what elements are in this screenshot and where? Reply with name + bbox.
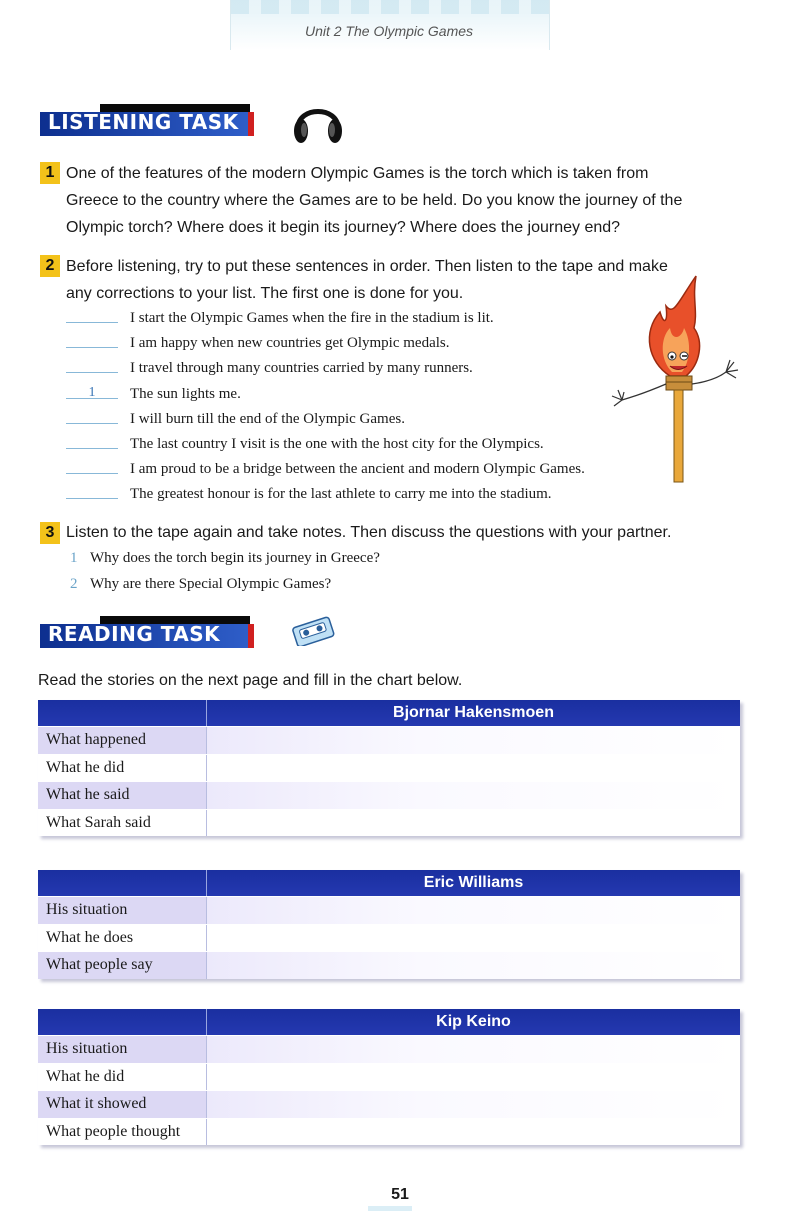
order-item-text: I am proud to be a bridge between the ancient and modern Olympic Games. — [130, 461, 585, 477]
chart-answer-cell[interactable] — [207, 1036, 740, 1063]
q2-line: any corrections to your list. The first one is done for you. — [66, 285, 464, 302]
chart-header — [38, 700, 740, 726]
chart-answer-cell[interactable] — [207, 925, 740, 952]
torch-character-illustration — [608, 272, 742, 484]
listening-task-banner — [40, 104, 250, 136]
page-number: 51 — [391, 1186, 409, 1203]
order-item — [66, 482, 686, 507]
chart-row — [38, 754, 740, 782]
order-item-text: The sun lights me. — [130, 386, 241, 402]
chart-row — [38, 896, 740, 924]
discussion-question-number: 2 — [70, 576, 78, 592]
reading-task-banner — [40, 616, 250, 648]
chart-answer-cell[interactable] — [207, 952, 740, 979]
order-item — [66, 457, 686, 482]
chart-row — [38, 1035, 740, 1063]
reading-task-title: READING TASK — [48, 622, 221, 646]
chart-kip-keino — [38, 1009, 740, 1145]
chart-header-spacer — [38, 700, 207, 726]
banner-accent — [248, 112, 254, 136]
order-item-text: I will burn till the end of the Olympic Games. — [130, 411, 405, 427]
question-2-text — [66, 253, 668, 307]
chart-header — [38, 870, 740, 896]
order-blank[interactable] — [66, 473, 118, 474]
chart-row-label: What he said — [38, 782, 207, 809]
chart-eric-williams — [38, 870, 740, 979]
unit-title: Unit 2 The Olympic Games — [304, 23, 474, 39]
discussion-question-number: 1 — [70, 550, 78, 566]
question-1-text — [66, 160, 682, 241]
listening-task-title: LISTENING TASK — [48, 110, 239, 134]
chart-row — [38, 726, 740, 754]
chart-row — [38, 809, 740, 837]
banner-accent — [248, 624, 254, 648]
chart-answer-cell[interactable] — [207, 1064, 740, 1091]
order-blank[interactable] — [66, 322, 118, 323]
chart-row-label: What it showed — [38, 1091, 207, 1118]
order-item-text: The last country I visit is the one with the host city for the Olympics. — [130, 436, 544, 452]
chart-answer-cell[interactable] — [207, 810, 740, 837]
discussion-question-text: Why are there Special Olympic Games? — [90, 576, 332, 592]
chart-row-label: His situation — [38, 897, 207, 924]
question-number-2: 2 — [40, 255, 60, 277]
chart-row-label: His situation — [38, 1036, 207, 1063]
question-3-text: Listen to the tape again and take notes. Then discuss the questions with your partner. — [66, 524, 672, 541]
chart-answer-cell[interactable] — [207, 727, 740, 754]
chart-row — [38, 1090, 740, 1118]
question-number-1: 1 — [40, 162, 60, 184]
chart-person-name: Eric Williams — [423, 874, 524, 891]
chart-row — [38, 924, 740, 952]
chart-row-label: What he did — [38, 1064, 207, 1091]
cassette-icon — [290, 616, 336, 646]
q1-line: Greece to the country where the Games are to be held. Do you know the journey of the — [66, 192, 683, 209]
chart-answer-cell[interactable] — [207, 755, 740, 782]
order-item — [66, 382, 686, 407]
discussion-question-text: Why does the torch begin its journey in Greece? — [90, 550, 380, 566]
header-waves — [231, 0, 549, 14]
order-item — [66, 432, 686, 457]
chart-person-name: Bjornar Hakensmoen — [393, 704, 554, 721]
order-item-text: I travel through many countries carried by many runners. — [130, 360, 473, 376]
chart-row — [38, 781, 740, 809]
chart-answer-cell[interactable] — [207, 1091, 740, 1118]
chart-row — [38, 1063, 740, 1091]
page-number-underline — [368, 1206, 412, 1211]
order-blank-value: 1 — [88, 385, 96, 400]
chart-row-label: What he does — [38, 925, 207, 952]
chart-answer-cell[interactable] — [207, 782, 740, 809]
question-number-3: 3 — [40, 522, 60, 544]
chart-row — [38, 1118, 740, 1146]
headphones-icon — [290, 98, 346, 148]
discussion-question — [70, 572, 331, 597]
order-blank[interactable] — [66, 372, 118, 373]
chart-header — [38, 1009, 740, 1035]
discussion-question — [70, 546, 380, 571]
chart-row-label: What happened — [38, 727, 207, 754]
order-item — [66, 407, 686, 432]
chart-header-spacer — [38, 1009, 207, 1035]
chart-row-label: What Sarah said — [38, 810, 207, 837]
chart-header-spacer — [38, 870, 207, 896]
chart-row-label: What people say — [38, 952, 207, 979]
q1-line: One of the features of the modern Olympic Games is the torch which is taken from — [66, 165, 649, 182]
chart-row-label: What people thought — [38, 1119, 207, 1146]
order-item — [66, 356, 686, 381]
order-item-text: I am happy when new countries get Olympic medals. — [130, 335, 450, 351]
q1-line: Olympic torch? Where does it begin its journey? Where does the journey end? — [66, 219, 621, 236]
chart-bjornar-hakensmoen — [38, 700, 740, 836]
order-blank[interactable] — [66, 448, 118, 449]
order-item-text: I start the Olympic Games when the fire in the stadium is lit. — [130, 310, 494, 326]
chart-answer-cell[interactable] — [207, 1119, 740, 1146]
order-item — [66, 331, 686, 356]
order-blank[interactable] — [66, 423, 118, 424]
order-item-text: The greatest honour is for the last athlete to carry me into the stadium. — [130, 486, 552, 502]
order-blank[interactable] — [66, 498, 118, 499]
order-blank[interactable] — [66, 347, 118, 348]
q2-line: Before listening, try to put these sentences in order. Then listen to the tape and make — [66, 258, 668, 275]
chart-row-label: What he did — [38, 755, 207, 782]
chart-row — [38, 951, 740, 979]
chart-person-name: Kip Keino — [436, 1013, 511, 1030]
reading-instruction: Read the stories on the next page and fill in the chart below. — [38, 672, 463, 689]
order-item — [66, 306, 686, 331]
chart-answer-cell[interactable] — [207, 897, 740, 924]
